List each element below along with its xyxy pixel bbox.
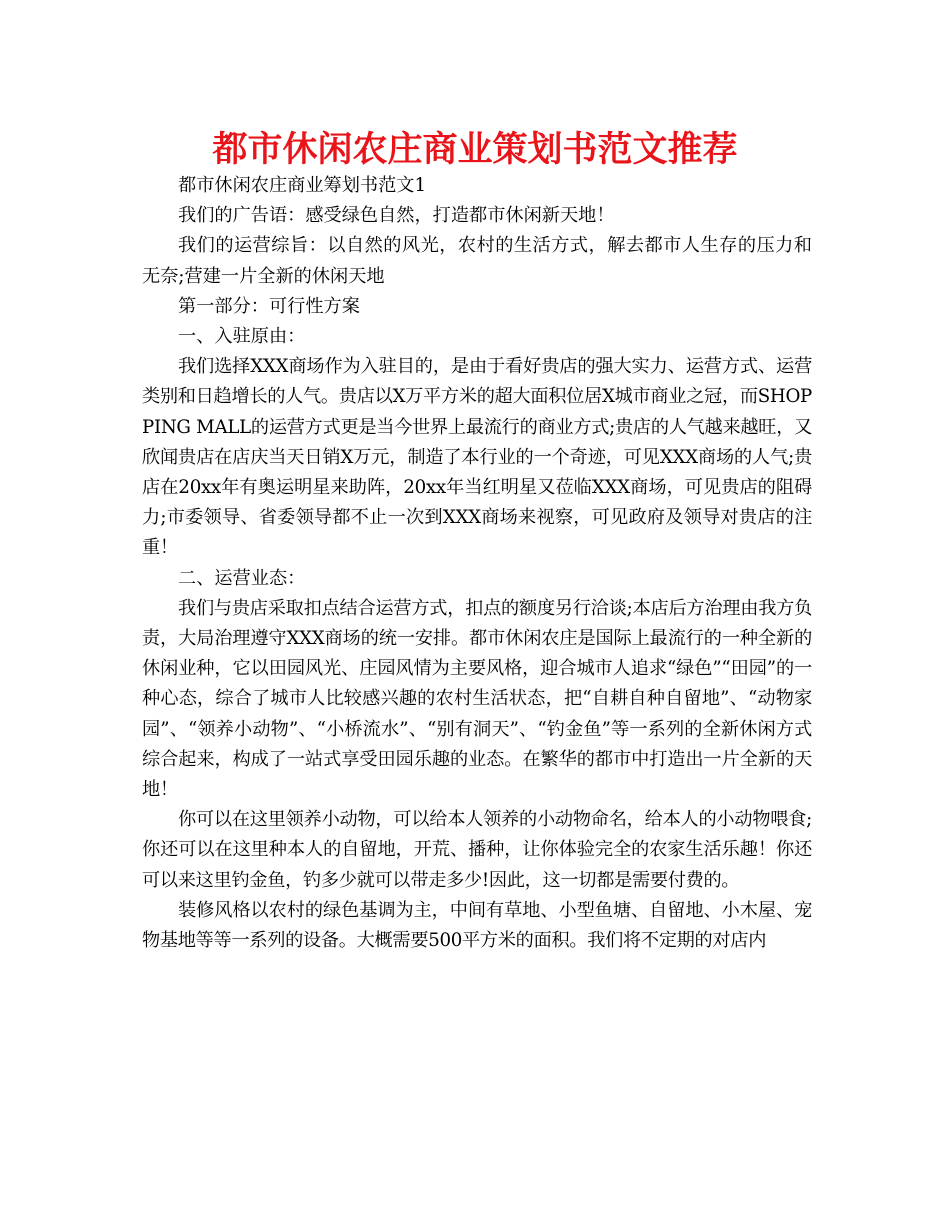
paragraph-activities: 你可以在这里领养小动物，可以给本人领养的小动物命名，给本人的小动物喂食;你还可以在这里种本人的自留地，开荒、播种，让你体验完全的农家生活乐趣！你还可以来这里钓金鱼，钓多少就可以带走多少!因此，这一切都是需要付费的。 xyxy=(142,809,812,891)
paragraph-business-format: 我们与贵店采取扣点结合运营方式，扣点的额度另行洽谈;本店后方治理由我方负责，大局治理遵守XXX商场的统一安排。都市休闲农庄是国际上最流行的一种全新的休闲业种，它以田园风光、庄园风情为主要风格，迎合城市人追求“绿色”“田园”的一种心态，综合了城市人比较感兴趣的农村生活状态，把“自耕自种自留地”、“动物家园”、“领养小动物”、“小桥流水”、“别有洞天”、“钓金鱼”等一系列的全新休闲方式综合起来，构成了一站式享受田园乐趣的业态。在繁华的都市中打造出一片全新的天地！ xyxy=(142,597,812,801)
subheading-reasons: 一、入驻原由： xyxy=(178,326,306,348)
paragraph-subtitle: 都市休闲农庄商业筹划书范文1 xyxy=(178,175,427,196)
paragraph-reasons: 我们选择XXX商场作为入驻目的，是由于看好贵店的强大实力、运营方式、运营类别和日趋增长的人气。贵店以X万平方米的超大面积位居X城市商业之冠，而SHOPPING MALL的运营方式更是当今世界上最流行的商业方式;贵店的人气越来越旺，又欣闻贵店在店庆当天日销X万元，制造了本行业的一个奇迹，可见XXX商场的人气;贵店在20xx年有奥运明星来助阵，20xx年当红明星又莅临XXX商场，可见贵店的阻碍力;市委领导、省委领导都不止一次到XXX商场来视察，可见政府及领导对贵店的注重！ xyxy=(142,356,812,559)
section-heading-part-one: 第一部分：可行性方案 xyxy=(178,295,360,317)
paragraph-decoration: 装修风格以农村的绿色基调为主，中间有草地、小型鱼塘、自留地、小木屋、宠物基地等等一系列的设备。大概需要500平方米的面积。我们将不定期的对店内 xyxy=(142,899,812,952)
paragraph-slogan: 我们的广告语：感受绿色自然，打造都市休闲新天地！ xyxy=(178,205,615,227)
subheading-business-format: 二、运营业态： xyxy=(178,567,306,589)
document-body xyxy=(142,171,812,956)
document-title: 都市休闲农庄商业策划书范文推荐 xyxy=(212,130,738,170)
paragraph-purpose: 我们的运营综旨：以自然的风光，农村的生活方式，解去都市人生存的压力和无奈;营建一片全新的休闲天地 xyxy=(142,235,812,287)
